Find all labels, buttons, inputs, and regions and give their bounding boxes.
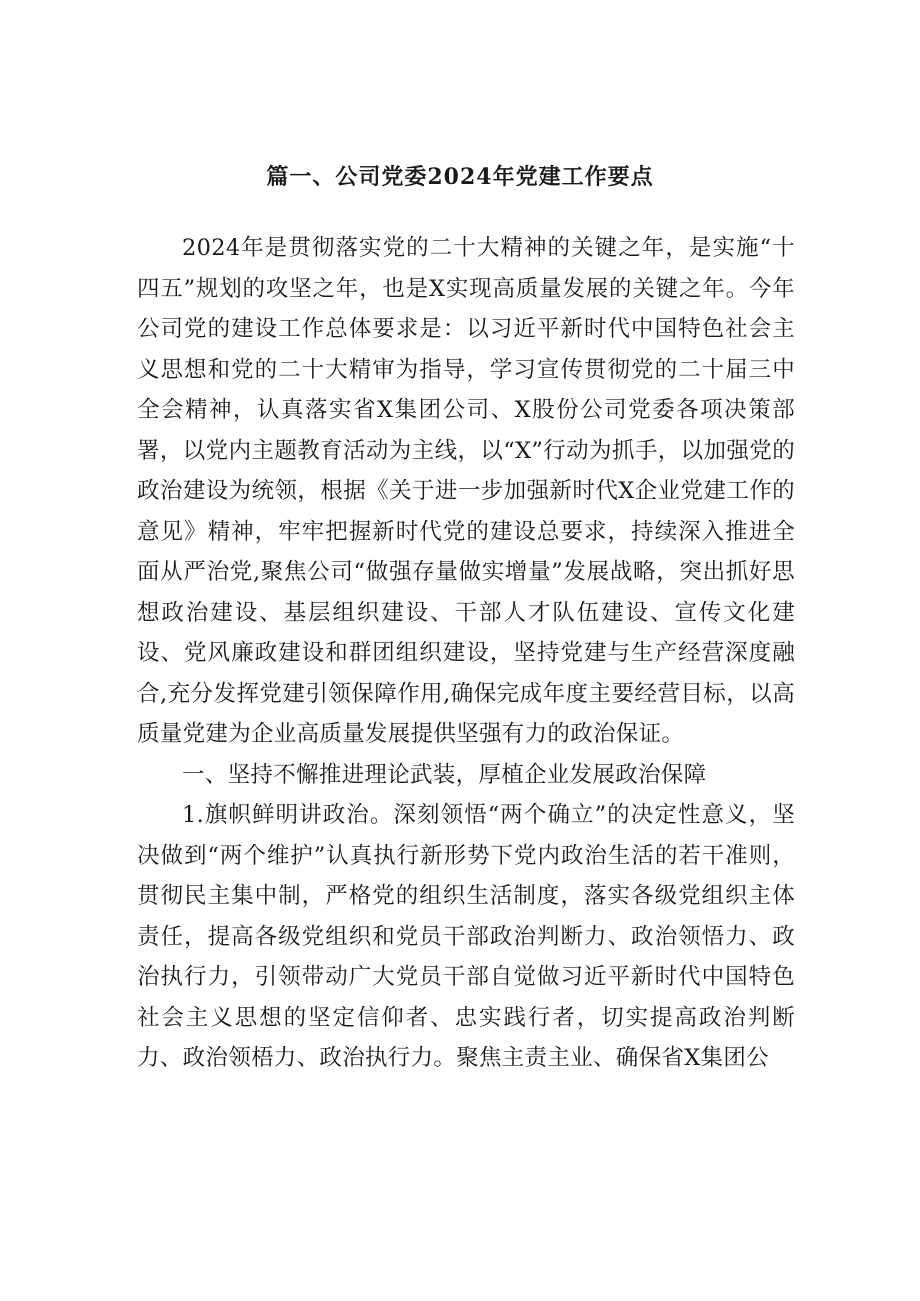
section-heading: 一、坚持不懈推进理论武装，厚植企业发展政治保障 xyxy=(182,761,707,788)
document-body xyxy=(137,228,795,1079)
item-paragraph: 1.旗帜鲜明讲政治。深刻领悟“两个确立”的决定性意义，坚决做到“两个维护”认真执行新形势下党内政治生活的若干准则，贯彻民主集中制，严格党的组织生活制度，落实各级党组织主体责任，提高各级党组织和党员干部政治判断力、政治领悟力、政治执行力，引领带动广大党员干部自觉做习近平新时代中国特色社会主义思想的坚定信仰者、忠实践行者，切实提高政治判断力、政治领梧力、政治执行力。聚焦主责主业、确保省X集团公 xyxy=(137,802,795,1071)
intro-paragraph: 2024年是贯彻落实党的二十大精神的关键之年，是实施“十四五”规划的攻坚之年，也是X实现高质量发展的关键之年。今年公司党的建设工作总体要求是：以习近平新时代中国特色社会主义思想和党的二十大精审为指导，学习宣传贯彻党的二十届三中全会精神，认真落实省X集团公司、X股份公司党委各项决策部署，以党内主题教育活动为主线，以“X”行动为抓手，以加强党的政治建设为统领，根据《关于进一步加强新时代X企业党建工作的意见》精神，牢牢把握新时代党的建设总要求，持续深入推进全面从严治党,聚焦公司“做强存量做实增量”发展战略，突出抓好思想政治建设、基层组织建设、干部人才队伍建设、宣传文化建设、党风廉政建设和群团组织建设，坚持党建与生产经营深度融合,充分发挥党建引领保障作用,确保完成年度主要经营目标，以高质量党建为企业高质量发展提供坚强有力的政治保证。 xyxy=(137,235,795,747)
document-title: 篇一、公司党委2024年党建工作要点 xyxy=(266,164,654,190)
